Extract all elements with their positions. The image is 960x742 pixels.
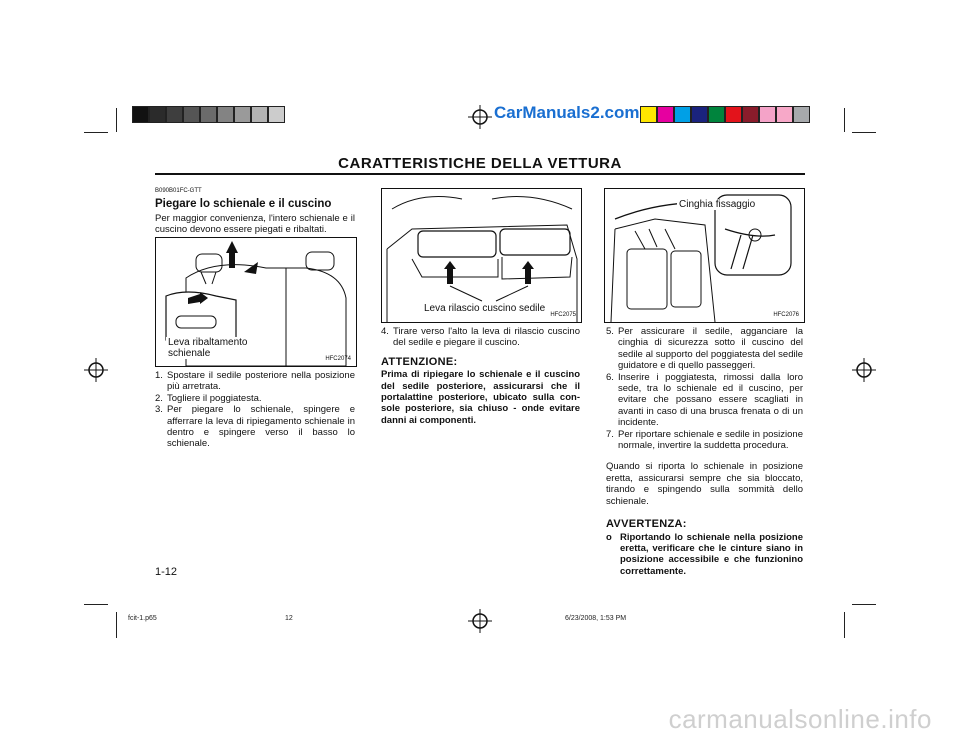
crop-mark: [116, 612, 117, 638]
steps-list-2: [381, 326, 580, 349]
color-swatch: [217, 106, 234, 123]
title-rule: [155, 173, 805, 175]
color-swatch: [132, 106, 149, 123]
page-title: CARATTERISTICHE DELLA VETTURA: [338, 155, 622, 172]
column-1: [155, 186, 355, 236]
crop-mark: [852, 132, 876, 133]
color-swatch: [759, 106, 776, 123]
watermark: carmanualsonline.info: [668, 704, 932, 734]
column-2-text: [381, 326, 580, 426]
registration-mark-icon: [468, 609, 492, 633]
color-swatch: [708, 106, 725, 123]
caution-heading: ATTENZIONE:: [381, 355, 458, 368]
color-swatch: [149, 106, 166, 123]
registration-mark-icon: [84, 358, 108, 382]
column-1-steps: [155, 370, 355, 450]
crop-mark: [84, 604, 108, 605]
color-swatch: [640, 106, 657, 123]
intro-text: Per maggior convenienza, l'intero schienale e il cuscino devono essere piegati e ribaltati.: [155, 212, 355, 236]
warning-list: [606, 532, 803, 578]
list-item: 2. Togliere il poggiatesta.: [155, 392, 262, 404]
crop-mark: [844, 612, 845, 638]
figure-label-line-1: Leva ribaltamento: [168, 337, 248, 348]
crop-mark: [84, 132, 108, 133]
section-heading: Piegare lo schienale e il cuscino: [155, 198, 332, 211]
process-color-bar: [640, 106, 810, 123]
figure-code: HFC2075: [550, 312, 576, 318]
footer-file: fcit-1.p65: [128, 615, 157, 622]
list-item: 6. Inserire i poggiatesta, rimossi dalla loro sede, tra lo schienale ed il cuscino, per evitare che possano essere scagliati in avanti in caso di una brusca frenata o di un incidente.: [606, 371, 803, 429]
registration-mark-icon: [468, 105, 492, 129]
registration-mark-icon: [852, 358, 876, 382]
figure-label: [166, 337, 250, 359]
list-item: 4. Tirare verso l'alto la leva di rilascio cuscino del sedile e piegare il cuscino.: [381, 326, 580, 349]
list-item: 7. Per riportare schienale e sedile in posizione normale, invertire la suddetta procedura.: [606, 428, 803, 452]
color-swatch: [776, 106, 793, 123]
caution-text: Prima di ripiegare lo schienale e il cuscino del sedile posteriore, assicurarsi che il portalattine posteriore, ubicato sulla con- sole posteriore, sia chiuso - onde evitare danni ai componenti.: [381, 369, 580, 426]
warning-heading: AVVERTENZA:: [606, 518, 687, 531]
crop-mark: [116, 108, 117, 132]
crop-mark: [844, 108, 845, 132]
color-swatch: [691, 106, 708, 123]
figure-hfc2076: [604, 188, 805, 323]
site-logo: CarManuals2.com: [494, 103, 640, 122]
footer-page: 12: [285, 615, 293, 622]
crop-mark: [852, 604, 876, 605]
grey-color-bar: [132, 106, 285, 123]
figure-label: Cinghia fissaggio: [679, 199, 756, 210]
list-item: 3. Per piegare lo schienale, spingere e afferrare la leva di ripiegamento schienale in dentro e spingere verso il basso lo schienale.: [155, 404, 355, 450]
figure-label: Leva rilascio cuscino sedile: [424, 303, 546, 314]
footer-datetime: 6/23/2008, 1:53 PM: [565, 615, 627, 622]
column-3-text: [606, 326, 803, 577]
color-swatch: [793, 106, 810, 123]
figure-hfc2075: [381, 188, 582, 323]
return-paragraph: Quando si riporta lo schienale in posizione eretta, assicurarsi sempre che sia bloccato, tirando e spingendo sulla sommità dello schienale.: [606, 461, 803, 507]
list-item: 5. Per assicurare il sedile, agganciare la cinghia di sicurezza sotto il cuscino del sedile al supporto del poggiatesta del sedile guidatore e di quello passeggeri.: [606, 326, 803, 372]
color-swatch: [234, 106, 251, 123]
color-swatch: [183, 106, 200, 123]
list-item: o Riportando lo schienale nella posizione eretta, verificare che le cinture siano in posizione accessibile e che funzionino correttamente.: [606, 531, 803, 577]
color-swatch: [200, 106, 217, 123]
color-swatch: [742, 106, 759, 123]
figure-code: HFC2074: [325, 356, 351, 362]
color-swatch: [725, 106, 742, 123]
steps-list-3: [606, 326, 803, 451]
section-code: B090B01FC-GTT: [155, 188, 202, 194]
color-swatch: [657, 106, 674, 123]
list-item: 1. Spostare il sedile posteriore nella posizione più arretrata.: [155, 370, 355, 393]
figure-hfc2074: [155, 237, 357, 367]
steps-list-1: [155, 370, 355, 450]
page-number: 1-12: [155, 566, 178, 578]
figure-label-line-2: schienale: [168, 348, 211, 359]
color-swatch: [268, 106, 285, 123]
color-swatch: [166, 106, 183, 123]
figure-code: HFC2076: [773, 312, 799, 318]
color-swatch: [251, 106, 268, 123]
color-swatch: [674, 106, 691, 123]
